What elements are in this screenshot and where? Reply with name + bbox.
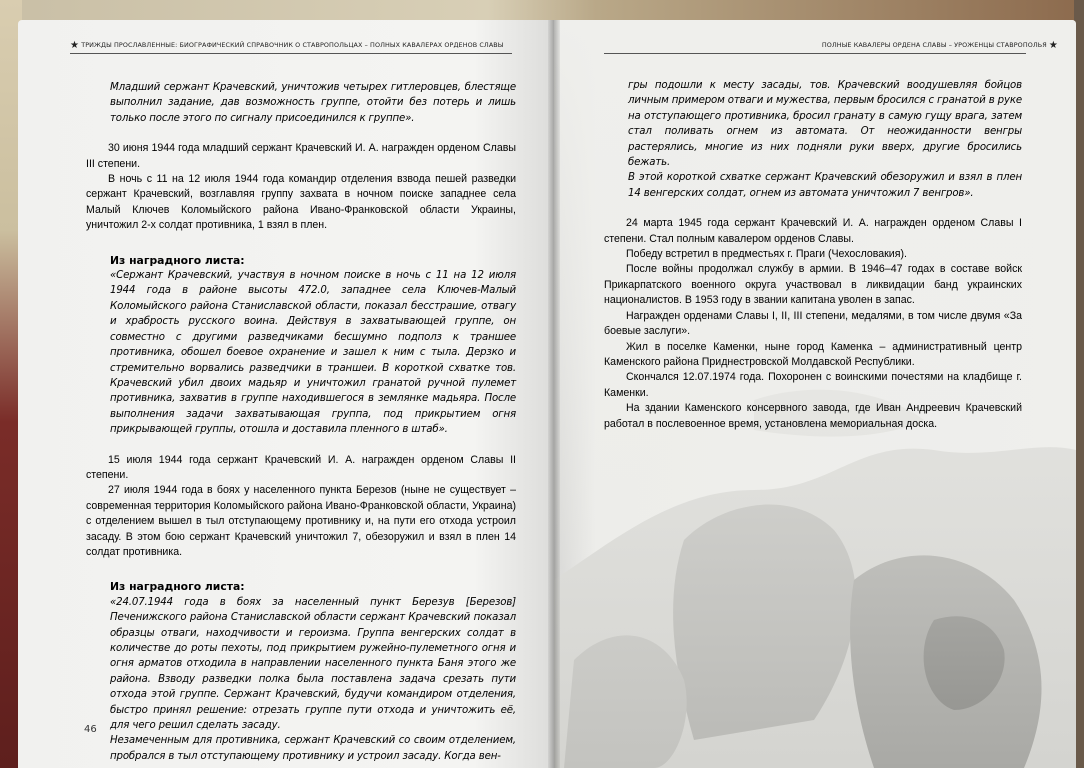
book-spine <box>548 20 560 768</box>
paragraph-gap <box>86 126 516 141</box>
paragraph-gap <box>604 201 1022 216</box>
header-rule-left <box>70 53 512 54</box>
award-sheet-quote: «Сержант Крачевский, участвуя в ночном поиске в ночь с 11 на 12 июля 1944 года в районе высоты 472.0, западнее села Ключев-Малый Коломыйского района Станиславской области, показал бесстрашие, отвагу и храбрость русского воина. Действуя в захватывающей группе, он совместно с другими разведчиками бесшумно подполз к траншее противника, обошел боевое охранение и зашел к ним с тыла. Дерзко и стремительно ворвались разведчики в траншеи. В короткой схватке тов. Крачевский убил двоих мадьяр и уничтожил гранатой ручной пулемет противника, захватив в группе находившегося в землянке мадьяра. После выполнения задачи захватывающая группа, под прикрытием огня прикрывающей группы, отошла и доставила пленного в штаб». <box>110 270 516 436</box>
body-paragraph: На здании Каменского консервного завода, где Иван Андреевич Крачевский работал в послевоенное время, установлена мемориальная доска. <box>604 402 1022 430</box>
award-sheet-quote: Незамеченным для противника, сержант Крачевский со своим отделением, пробрался в тыл отступающему противнику и устроил засаду. Когда вен- <box>110 735 516 762</box>
body-paragraph: Награжден орденами Славы I, II, III степени, медалями, в том числе двумя «За боевые заслуги». <box>604 309 1022 338</box>
award-sheet-quote: В этой короткой схватке сержант Крачевский обезоружил и взял в плен 14 венгерских солдат, огнем из автомата уничтожил 7 венгров». <box>628 172 1022 199</box>
body-paragraph: В ночь с 11 на 12 июля 1944 года командир отделения взвода пешей разведки сержант Крачевский, возглавляя группу захвата в ночном поиске западнее села Малый Ключев Коломыйского района Ивано-Франковской области Украины, уничтожил 2-х солдат противника, 1 взял в плен. <box>86 173 516 232</box>
body-paragraph: Жил в поселке Каменки, ныне город Каменка – административный центр Каменского района Приднестровской Молдавской Республики. <box>604 340 1022 368</box>
star-icon: ★ <box>70 40 80 51</box>
running-head-right-text: ПОЛНЫЕ КАВАЛЕРЫ ОРДЕНА СЛАВЫ – УРОЖЕНЦЫ СТАВРОПОЛЬЯ <box>821 41 1047 49</box>
right-page-text-column <box>604 78 1022 432</box>
paragraph-gap <box>86 560 516 575</box>
page-number: 46 <box>84 724 97 735</box>
body-paragraph: 15 июля 1944 года сержант Крачевский И. А. награжден орденом Славы II степени. <box>86 453 516 481</box>
header-rule-right <box>604 53 1026 54</box>
running-head-left <box>70 40 504 51</box>
running-head-left-text: ТРИЖДЫ ПРОСЛАВЛЕННЫЕ: БИОГРАФИЧЕСКИЙ СПРАВОЧНИК О СТАВРОПОЛЬЦАХ – ПОЛНЫХ КАВАЛЕРАХ ОРДЕНОВ СЛАВЫ <box>81 41 504 49</box>
award-sheet-quote: гры подошли к месту засады, тов. Крачевский воодушевляя бойцов личным примером отваги и мужества, первым бросился с гранатой в руке на отступающего противника, бросил гранату в самую гущу врага, затем стал поливать огнем из автомата. От неожиданности венгры растерялись, многие из них подняли руки вверх, другие бросились бежать. <box>628 80 1022 169</box>
paragraph-gap <box>86 438 516 453</box>
section-heading: Из наградного листа: <box>110 580 245 594</box>
body-paragraph: 24 марта 1945 года сержант Крачевский И. А. награжден орденом Славы I степени. Стал полным кавалером орденов Славы. <box>604 217 1022 245</box>
body-paragraph: После войны продолжал службу в армии. В 1946–47 годах в составе войск Прикарпатского военного округа участвовал в ликвидации банд украинских националистов. В 1953 году в звании капитана уволен в запас. <box>604 263 1022 307</box>
body-paragraph: 30 июня 1944 года младший сержант Крачевский И. А. награжден орденом Славы III степени. <box>86 142 516 170</box>
award-sheet-quote: Младший сержант Крачевский, уничтожив четырех гитлеровцев, блестяще выполнил задание, дав возможность группе, отойти без потерь и лишь только после этого по сигналу присоединился к группе». <box>110 82 516 124</box>
paragraph-gap <box>86 234 516 249</box>
body-paragraph: Скончался 12.07.1974 года. Похоронен с воинскими почестями на кладбище г. Каменки. <box>604 371 1022 399</box>
body-paragraph: 27 июля 1944 года в боях у населенного пункта Березов (ныне не существует – современная территория Коломыйского района Ивано-Франковской области, Украина) с отделением вышел в тыл отступающему противнику и, на пути его отхода устроил засаду. В этом бою сержант Крачевский уничтожил 7, обезоружил и взял в плен 14 солдат противника. <box>86 484 516 558</box>
running-head-right <box>822 40 1058 51</box>
star-icon: ★ <box>1048 40 1058 51</box>
left-page-text-column <box>86 80 516 764</box>
body-paragraph: Победу встретил в предместьях г. Праги (Чехословакия). <box>626 248 907 261</box>
section-heading: Из наградного листа: <box>110 253 245 267</box>
award-sheet-quote: «24.07.1944 года в боях за населенный пункт Березув [Березов] Печенижского района Станиславской области сержант Крачевский показал образцы отваги, находчивости и героизма. Группа венгерских солдат в количестве до роты пехоты, под прикрытием ружейно-пулеметного огня и огня арматов отходила в направлении населенного пункта Баня этого же района. Взводу разведки полка была поставлена задача срезать пути отхода этой группе. Сержант Крачевский, будучи командиром отделения, быстро принял решение: отрезать группе пути отхода и уничтожить её, для чего решил сделать засаду. <box>110 596 516 732</box>
